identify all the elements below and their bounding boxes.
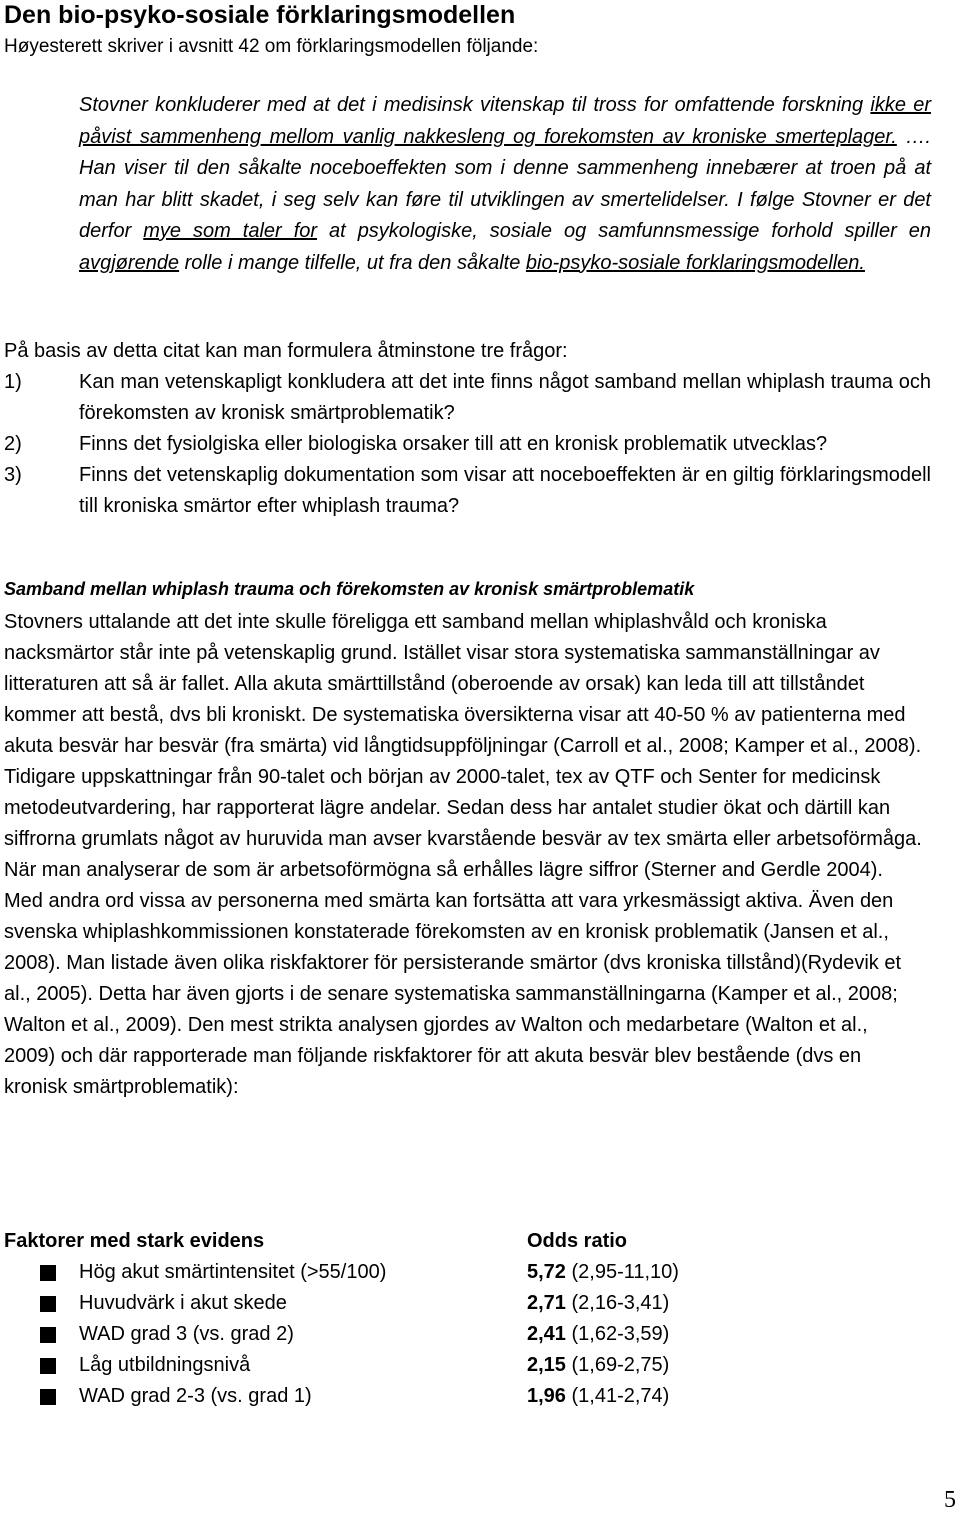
factor-row	[4, 1350, 904, 1381]
factor-row	[4, 1257, 904, 1288]
quote-text-3: at psykologiske, sosiale og samfunnsmessige forhold spiller en	[317, 220, 931, 242]
factor-header-label: Faktorer med stark evidens	[4, 1230, 265, 1252]
quote-text-4: rolle i mange tilfelle, ut fra den såkalte	[179, 251, 526, 274]
factor-label: Låg utbildningsnivå	[79, 1354, 251, 1376]
intro-text: Høyesterett skriver i avsnitt 42 om förklaringsmodellen följande:	[4, 36, 539, 57]
question-text: Finns det vetenskaplig dokumentation som visar att noceboeffekten är en giltig förklaringsmodell till kroniska smärtor efter whiplash trauma?	[79, 464, 931, 517]
factor-row	[4, 1381, 904, 1412]
quote-underlined-4: bio-psyko-sosiale forklaringsmodellen.	[525, 251, 865, 274]
quote-text-1: Stovner konkluderer med at det i medisinsk vitenskap til tross for omfattende forskning	[79, 94, 871, 116]
square-bullet-icon	[4, 1319, 79, 1350]
factor-row	[4, 1319, 904, 1350]
square-bullet-icon	[4, 1381, 79, 1412]
risk-factor-table	[4, 1226, 904, 1412]
square-bullet-icon	[4, 1257, 79, 1288]
question-item	[4, 429, 931, 460]
odds-ci: (1,62-3,59)	[565, 1323, 670, 1345]
odds-ci: (2,16-3,41)	[565, 1292, 670, 1314]
question-item	[4, 460, 931, 522]
factor-table-header	[4, 1226, 904, 1257]
odds-value: 5,72	[527, 1261, 566, 1283]
section-heading: Samband mellan whiplash trauma och förekomsten av kronisk smärtproblematik	[4, 579, 695, 599]
square-bullet-icon	[4, 1288, 79, 1319]
quote-text-2: …. Han viser til den såkalte noceboeffekten som i denne sammenheng innebærer at troen på at man har blitt skadet, i seg selv kan føre til utviklingen av smertelidelser. I følge Stovner er det derfor	[79, 125, 931, 242]
question-number: 2)	[4, 433, 22, 455]
factor-label: WAD grad 3 (vs. grad 2)	[79, 1323, 294, 1345]
question-item	[4, 367, 931, 429]
questions-intro: På basis av detta citat kan man formulera åtminstone tre frågor:	[4, 340, 568, 362]
odds-value: 2,15	[527, 1354, 566, 1376]
quote-underlined-3: avgjørende	[79, 251, 180, 274]
factor-row	[4, 1288, 904, 1319]
factor-label: Huvudvärk i akut skede	[79, 1292, 287, 1314]
quote-underlined-1: ikke er påvist sammenheng mellom vanlig nakkesleng og forekomsten av kroniske smerteplager.	[79, 94, 931, 148]
factor-header-odds: Odds ratio	[527, 1230, 628, 1252]
question-number: 3)	[4, 464, 22, 486]
factor-label: WAD grad 2-3 (vs. grad 1)	[79, 1385, 312, 1407]
question-number: 1)	[4, 371, 22, 393]
factor-label: Hög akut smärtintensitet (>55/100)	[79, 1261, 387, 1283]
body-paragraph: Stovners uttalande att det inte skulle föreligga ett samband mellan whiplashvåld och kroniska nacksmärtor står inte på vetenskaplig grund. Istället visar stora systematiska sammanställningar av litteraturen att så är fallet. Alla akuta smärttillstånd (oberoende av orsak) kan leda till att tillståndet kommer att bestå, dvs bli kroniskt. De systematiska översikterna visar att 40-50 % av patienterna med akuta besvär har besvär (fra smärta) vid långtidsuppföljningar (Carroll et al., 2008; Kamper et al., 2008). Tidigare uppskattningar från 90-talet och början av 2000-talet, tex av QTF och Senter for medicinsk metodeutvardering, har rapporterat lägre andelar. Sedan dess har antalet studier ökat och därtill kan siffrorna grumlats något av huruvida man avser kvarstående besvär av tex smärta eller arbetsoförmåga. När man analyserar de som är arbetsoförmögna så erhålles lägre siffror (Sterner and Gerdle 2004). Med andra ord vissa av personerna med smärta kan fortsätta att vara yrkesmässigt aktiva. Även den svenska whiplashkommissionen konstaterade förekomsten av en kronisk problematik (Jansen et al., 2008). Man listade även olika riskfaktorer för persisterande smärtor (dvs kroniska tillstånd)(Rydevik et al., 2005). Detta har även gjorts i de senare systematiska sammanställningarna (Kamper et al., 2008; Walton et al., 2009). Den mest strikta analysen gjordes av Walton och medarbetare (Walton et al., 2009) och där rapporterade man följande riskfaktorer för att akuta besvär blev bestående (dvs en kronisk smärtproblematik):	[4, 611, 922, 1098]
odds-value: 2,41	[527, 1323, 566, 1345]
court-quote	[79, 90, 931, 279]
odds-ci: (2,95-11,10)	[565, 1261, 679, 1283]
odds-value: 2,71	[527, 1292, 566, 1314]
question-text: Finns det fysiolgiska eller biologiska orsaker till att en kronisk problematik utvecklas?	[79, 433, 828, 455]
questions-list	[4, 367, 931, 522]
page-title: Den bio-psyko-sosiale förklaringsmodellen	[4, 1, 516, 29]
odds-ci: (1,41-2,74)	[565, 1385, 670, 1407]
odds-ci: (1,69-2,75)	[565, 1354, 670, 1376]
quote-underlined-2: mye som taler for	[143, 220, 318, 242]
square-bullet-icon	[4, 1350, 79, 1381]
odds-value: 1,96	[527, 1385, 566, 1407]
page-number: 5	[944, 1487, 956, 1513]
question-text: Kan man vetenskapligt konkludera att det inte finns något samband mellan whiplash trauma och förekomsten av kronisk smärtproblematik?	[79, 371, 931, 424]
